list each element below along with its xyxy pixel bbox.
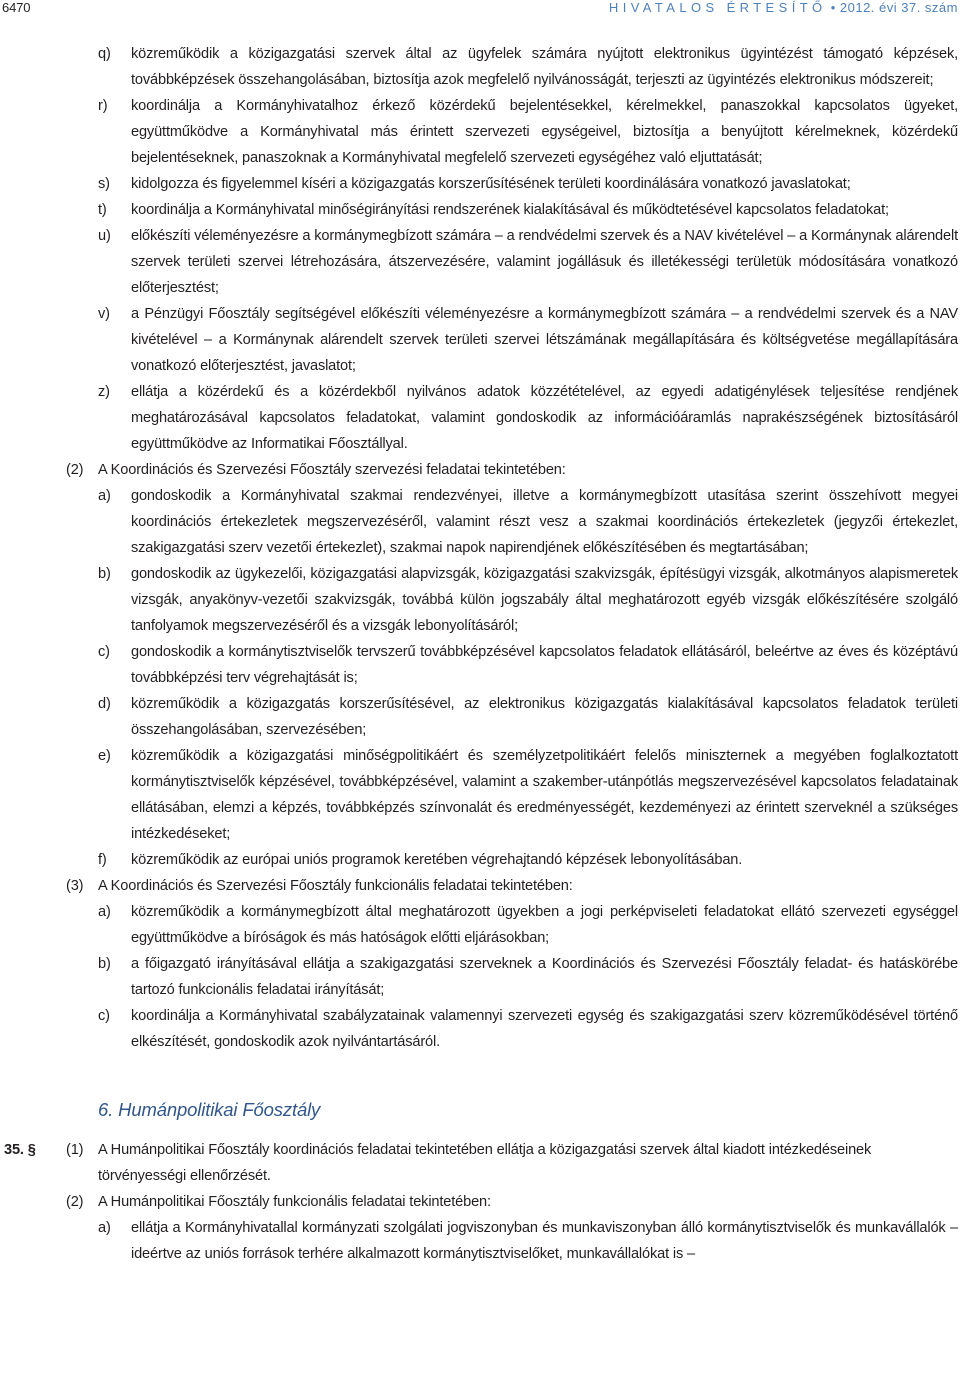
paragraph-label: (2) xyxy=(66,462,84,478)
item-list-part1 xyxy=(0,41,960,457)
item-label: a) xyxy=(98,488,111,504)
list-item xyxy=(0,483,960,561)
page-header xyxy=(0,0,960,18)
item-text: gondoskodik a Kormányhivatal szakmai rendezvényei, illetve a kormánymegbízott utasítása szerint összehívott megyei koordinációs értekezletek megszervezéséről, valamint részt vesz a szakmai koordinációs értekezletek (jegyzői értekezlet, szakigazgatási szerv vezetői értekezlet), szakmai napok napirendjének előkészítésében és megtartásában; xyxy=(131,488,958,556)
paragraph-text: A Humánpolitikai Főosztály koordinációs feladatai tekintetében ellátja a közigazgatási szervek által kiadott intézkedéseinek törvényességi ellenőrzését. xyxy=(98,1142,872,1184)
list-item xyxy=(0,41,960,93)
item-text: a főigazgató irányításával ellátja a szakigazgatási szerveknek a Koordinációs és Szervezési Főosztály feladat- és hatáskörébe tartozó funkcionális feladatai irányítását; xyxy=(131,956,958,998)
item-text: közreműködik az európai uniós programok keretében végrehajtandó képzések lebonyolításában. xyxy=(131,852,743,868)
list-item xyxy=(0,561,960,639)
paragraph-label: (1) xyxy=(66,1142,84,1158)
list-item xyxy=(0,639,960,691)
item-text: ellátja a Kormányhivatallal kormányzati szolgálati jogviszonyban és munkaviszonyban álló kormánytisztviselők és munkavállalók – ideértve az uniós források terhére alkalmazott kormánytisztviselőket, munkavállalókat is – xyxy=(131,1220,958,1262)
item-text: előkészíti véleményezésre a kormánymegbízott számára – a rendvédelmi szervek és a NAV kivételével – a Kormánynak alárendelt szervek területi szervei létrehozására, átszervezésére, valamint jogállásuk és illetékességi területük módosítására vonatkozó előterjesztést; xyxy=(131,228,958,296)
item-text: a Pénzügyi Főosztály segítségével előkészíti véleményezésre a kormánymegbízott számára – a rendvédelmi szervek és a NAV kivételével – a Kormánynak alárendelt szervek területi szervei létszámának megállapítására és költségvetése megállapítására vonatkozó előterjesztést, javaslatot; xyxy=(131,306,958,374)
list-item xyxy=(0,691,960,743)
running-header xyxy=(609,0,958,15)
item-text: közreműködik a közigazgatási minőségpolitikáért és személyzetpolitikáért felelős miniszternek a megyében foglalkoztatott kormánytisztviselők képzésével, továbbképzésével, valamint a szakember-utánpótlás megszervezésével kapcsolatos feladatainak ellátásában, elemzi a képzés, továbbképzés színvonalát és eredményességét, kezdeményezi az érintett szerveknél a szükséges intézkedéseket; xyxy=(131,748,958,842)
list-item xyxy=(0,197,960,223)
section-title: 6. Humánpolitikai Főosztály xyxy=(98,1099,321,1120)
item-label: a) xyxy=(98,1220,111,1236)
item-text: koordinálja a Kormányhivatal szabályzatainak valamennyi szervezeti egység és szakigazgatási szerv közreműködésével történő elkészítését, gondoskodik azok nyilvántartásáról. xyxy=(131,1008,958,1050)
list-item xyxy=(0,171,960,197)
section-number: 35. § xyxy=(4,1142,36,1158)
issue-label: 2012. évi 37. szám xyxy=(839,0,958,15)
document-body xyxy=(0,41,960,1267)
item-list-part2 xyxy=(0,483,960,873)
list-item xyxy=(0,847,960,873)
page-number: 6470 xyxy=(2,0,31,15)
item-label: a) xyxy=(98,904,111,920)
item-label: r) xyxy=(98,98,108,114)
list-item xyxy=(0,1003,960,1055)
item-label: q) xyxy=(98,46,111,62)
item-label: v) xyxy=(98,306,110,322)
item-label: f) xyxy=(98,852,107,868)
list-item xyxy=(0,899,960,951)
item-label: b) xyxy=(98,956,111,972)
list-item xyxy=(0,301,960,379)
paragraph-text: A Koordinációs és Szervezési Főosztály szervezési feladatai tekintetében: xyxy=(98,462,566,478)
list-item xyxy=(0,93,960,171)
item-text: közreműködik a közigazgatási szervek által az ügyfelek számára nyújtott elektronikus ügyintézést támogató képzések, továbbképzések összehangolásában, biztosítja azok megfelelő nyilvánosságát, terjeszti az ügyintézés elektronikus módszereit; xyxy=(131,46,958,88)
paragraph-2 xyxy=(0,457,960,483)
paragraph-text: A Koordinációs és Szervezési Főosztály funkcionális feladatai tekintetében: xyxy=(98,878,573,894)
item-label: u) xyxy=(98,228,111,244)
list-item xyxy=(0,223,960,301)
item-label: z) xyxy=(98,384,110,400)
item-label: e) xyxy=(98,748,111,764)
item-label: b) xyxy=(98,566,111,582)
item-text: közreműködik a kormánymegbízott által meghatározott ügyekben a jogi perképviseleti feladatokat ellátó szervezeti egységgel együttműködve a bíróságok és más hatóságok előtti eljárásokban; xyxy=(131,904,958,946)
item-text: közreműködik a közigazgatás korszerűsítésével, az elektronikus közigazgatás kialakításával kapcsolatos feladatok területi összehangolásában, szervezésében; xyxy=(131,696,958,738)
item-list-part3 xyxy=(0,899,960,1055)
paragraph-label: (3) xyxy=(66,878,84,894)
section-35-paragraph-1 xyxy=(0,1137,960,1189)
item-text: ellátja a közérdekű és a közérdekből nyilvános adatok közzétételével, az egyedi adatigénylések teljesítése rendjének meghatározásával kapcsolatos feladatokat, valamint gondoskodik az információáramlás naprakészségének biztosításáról együttműködve az Informatikai Főosztállyal. xyxy=(131,384,958,452)
list-item xyxy=(0,743,960,847)
item-text: gondoskodik az ügykezelői, közigazgatási alapvizsgák, közigazgatási szakvizsgák, építésügyi vizsgák, alkotmányos alapismeretek vizsgák, anyakönyv-vezetői szakvizsgák, továbbá külön jogszabály által meghatározott egyéb vizsgák előkészítésére szolgáló tanfolyamok megszervezéséről és a vizsgák lebonyolításáról; xyxy=(131,566,958,634)
item-text: gondoskodik a kormánytisztviselők tervszerű továbbképzésével kapcsolatos feladatok ellátásáról, beleértve az éves és középtávú továbbképzési terv végrehajtását is; xyxy=(131,644,958,686)
paragraph-text: A Humánpolitikai Főosztály funkcionális feladatai tekintetében: xyxy=(98,1194,491,1210)
list-item xyxy=(0,379,960,457)
section-35-paragraph-2 xyxy=(0,1189,960,1215)
item-text: koordinálja a Kormányhivatalhoz érkező közérdekű bejelentésekkel, kérelmekkel, panaszokkal kapcsolatos ügyeket, együttműködve a Kormányhivatal más érintett szervezeti egységeivel, biztosítja a benyújtott kérelmeknek, közérdekű bejelentéseknek, panaszoknak a Kormányhivatal megfelelő szervezeti egységéhez való eljuttatását; xyxy=(131,98,958,166)
item-text: koordinálja a Kormányhivatal minőségirányítási rendszerének kialakításával és működtetésével kapcsolatos feladatokat; xyxy=(131,202,889,218)
paragraph-3 xyxy=(0,873,960,899)
item-label: t) xyxy=(98,202,107,218)
paragraph-label: (2) xyxy=(66,1194,84,1210)
list-item xyxy=(0,1215,960,1267)
item-label: s) xyxy=(98,176,110,192)
header-bullet: • xyxy=(830,0,836,15)
item-text: kidolgozza és figyelemmel kíséri a közigazgatás korszerűsítésének területi koordinálására vonatkozó javaslatokat; xyxy=(131,176,851,192)
list-item xyxy=(0,951,960,1003)
journal-title: HIVATALOS ÉRTESÍTŐ xyxy=(608,0,827,15)
item-label: c) xyxy=(98,1008,110,1024)
item-label: d) xyxy=(98,696,111,712)
item-label: c) xyxy=(98,644,110,660)
